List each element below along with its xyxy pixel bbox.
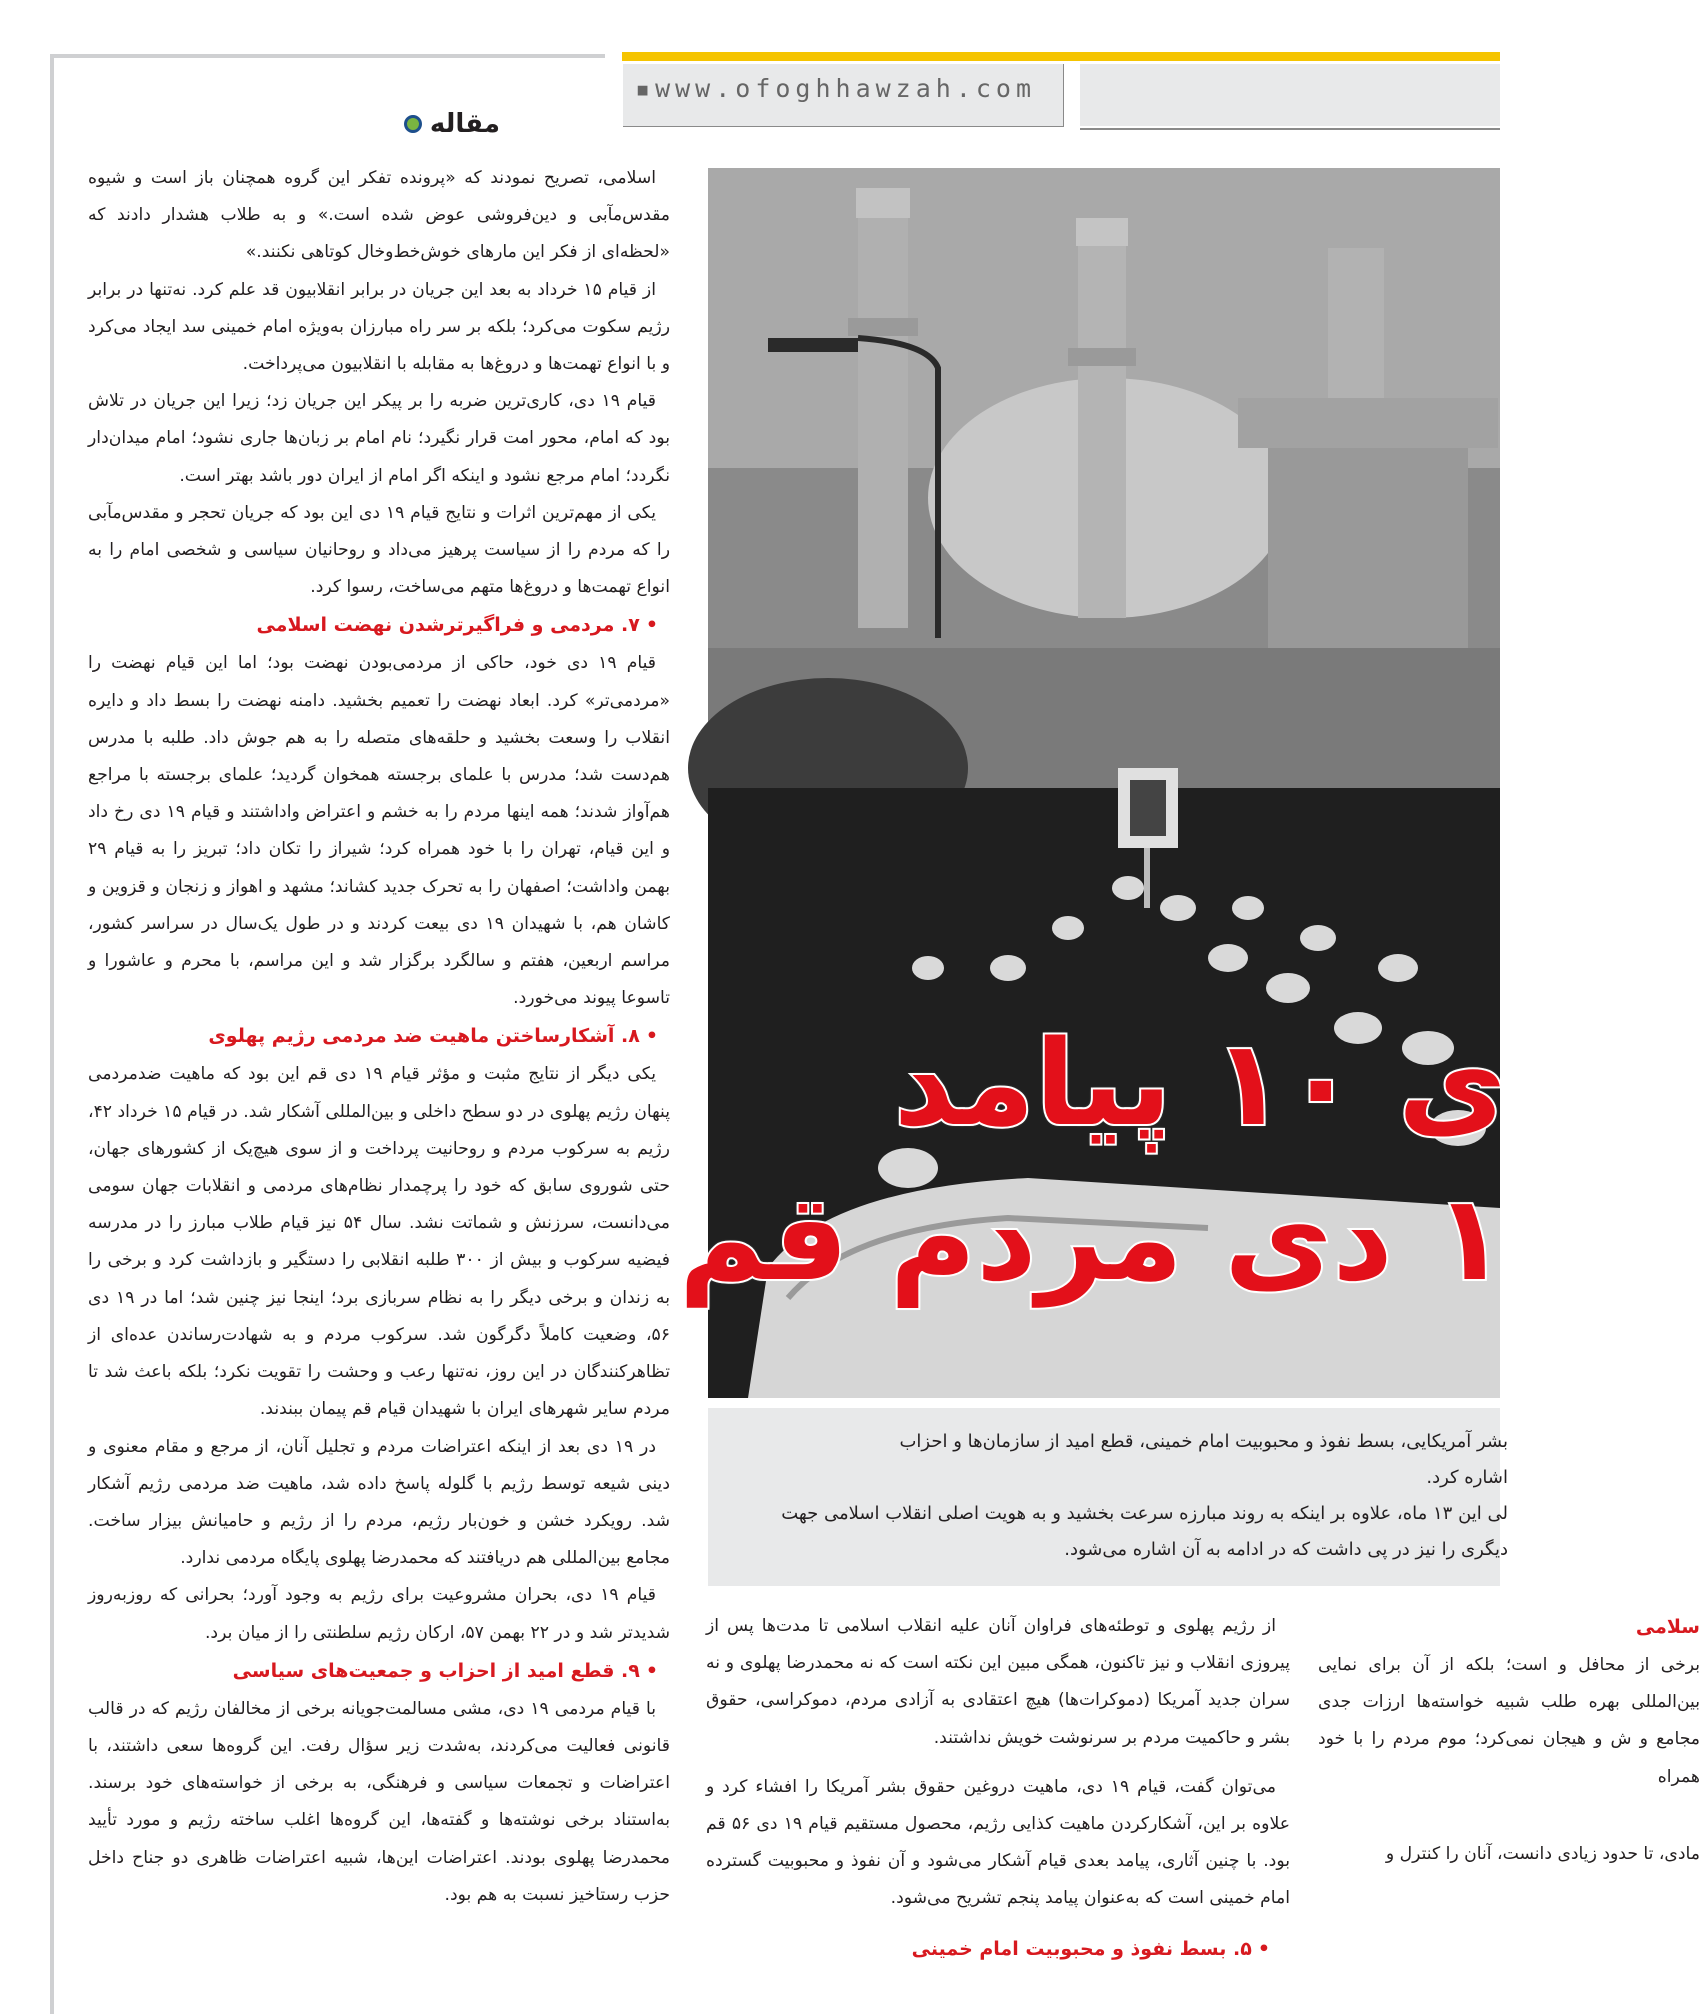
headline-line-2: ۱ دی مردم قم <box>678 1169 1506 1307</box>
section-label <box>380 104 500 144</box>
left-paragraph: در ۱۹ دی بعد از اینکه اعتراضات مردم و تجلیل آنان، از مرجع و مقام معنوی و دینی شیعه توسط رژیم با گلوله پاسخ داده شد، ماهیت ضد مردمی رژیم آشکار شد. رویکرد خشن و خون‌بار رژیم، مردم را از رژیم و حامیانش بیزار ساخت. مجامع بین‌المللی هم دریافتند که محمدرضا پهلوی پایگاه مردمی ندارد. <box>88 1436 670 1569</box>
site-url[interactable]: ▪www.ofoghhawzah.com <box>635 74 1037 103</box>
article-column-middle <box>706 1608 1290 2014</box>
left-paragraph: با قیام مردمی ۱۹ دی، مشی مسالمت‌جویانه برخی از مخالفان رژیم که در قالب قانونی فعالیت می‌کردند، به‌شدت زیر سؤال رفت. این گروه‌ها سعی داشتند، با اعتراضات و تجمعات سیاسی و فرهنگی، به برخی از خواسته‌های خود برسند. به‌استناد برخی نوشته‌ها و گفته‌ها، این گروه‌ها اغلب ساخته رژیم و مورد تأیید محمدرضا پهلوی بودند. اعتراضات این‌ها، شبیه اعتراضات ظاهری دو جناح داخل حزب رستاخیز نسبت به هم بود. <box>88 1698 670 1905</box>
article-column-right <box>1318 1608 1700 2014</box>
left-subheading: • ۸. آشکارساختن ماهیت ضد مردمی رژیم پهلوی <box>88 1017 670 1056</box>
header-box-right <box>1080 64 1500 126</box>
site-url-text: www.ofoghhawzah.com <box>655 74 1037 103</box>
left-paragraph: از قیام ۱۵ خرداد به بعد این جریان در برابر انقلابیون قد علم کرد. نه‌تنها در برابر رژیم سکوت می‌کرد؛ بلکه بر سر راه مبارزان به‌ویژه امام خمینی سد ایجاد می‌کرد و با انواع تهمت‌ها و دروغ‌ها به مقابله با انقلابیون می‌پرداخت. <box>88 279 670 375</box>
middle-paragraph: می‌توان گفت، قیام ۱۹ دی، ماهیت دروغین حقوق بشر آمریکا را افشاء کرد و علاوه بر این، آشکارکردن ماهیت کذایی رژیم، محصول مستقیم قیام ۱۹ دی ۵۶ قم بود. با چنین آثاری، پیامد بعدی قیام آشکار می‌شود و آن نفوذ و محبوبیت گسترده امام خمینی است که به‌عنوان پیامد پنجم تشریح می‌شود. <box>706 1776 1290 1909</box>
caption-line-4: دیگری را نیز در پی داشت که در ادامه به آن اشاره می‌شود. <box>1064 1539 1508 1560</box>
right-column-paragraph-2: مادی، تا حدود زیادی دانست، آنان را کنترل و <box>1385 1843 1700 1864</box>
left-paragraph: قیام ۱۹ دی، بحران مشروعیت برای رژیم به وجود آورد؛ بحرانی که روزبه‌روز شدیدتر شد و در ۲۲ بهمن ۵۷، ارکان رژیم سلطنتی را از میان برد. <box>88 1585 670 1643</box>
article-photo <box>678 168 1506 1398</box>
left-paragraph: یکی دیگر از نتایج مثبت و مؤثر قیام ۱۹ دی قم این بود که ماهیت ضدمردمی پنهان رژیم پهلوی در دو سطح داخلی و بین‌المللی آشکار شد. در قیام ۱۵ خرداد ۴۲، رژیم به سرکوب مردم و روحانیت پرداخت و از سوی هیچ‌یک از کشورهای جهان، حتی شوروی سابق که خود را پرچمدار نظام‌های مردمی و انقلابات جهان سومی می‌دانست، سرزنش و شماتت نشد. سال ۵۴ نیز قیام طلاب مبارز را در مدرسه فیضیه سرکوب و بیش از ۳۰۰ طلبه انقلابی را دستگیر و بازداشت کرد و برخی را به زندان و برخی دیگر را به نظام سربازی برد؛ اینجا نیز چنین شد؛ اما در ۱۹ دی ۵۶، وضعیت کاملاً دگرگون شد. سرکوب مردم و به شهادت‌رساندن عده‌ای از تظاهرکنندگان در این روز، نه‌تنها رعب و وحشت را تقویت نکرد؛ بلکه باعث شد تا مردم سایر شهرهای ایران با شهیدان قیام قم پیمان ببندند. <box>88 1064 670 1420</box>
left-paragraph: اسلامی، تصریح نمودند که «پرونده تفکر این گروه همچنان باز است و شیوه مقدس‌مآبی و دین‌فروشی عوض شده است.» و به طلاب هشدار دادند که «لحظه‌ای از فکر این مارهای خوش‌خط‌وخال کوتاهی نکنند.» <box>88 168 670 263</box>
caption-line-2: اشاره کرد. <box>1426 1467 1508 1488</box>
header-rule <box>1080 128 1500 130</box>
caption-box <box>708 1408 1508 1586</box>
column-frame-left <box>50 54 54 2014</box>
url-box <box>623 64 1064 127</box>
right-column-heading: سلامی <box>1635 1616 1700 1638</box>
header-accent-bar <box>622 52 1500 61</box>
right-column-paragraph: برخی از محافل و است؛ بلکه از آن برای نمایی بین‌المللی بهره طلب شبیه خواسته‌ها ارزات جدی مجامع و ش و هیجان نمی‌کرد؛ موم مردم را با خود همراه <box>1318 1655 1700 1787</box>
bullet-circle-icon <box>404 115 422 133</box>
middle-paragraph: از رژیم پهلوی و توطئه‌های فراوان آنان علیه انقلاب اسلامی تا مدت‌ها پس از پیروزی انقلاب و نیز تاکنون، همگی مبین این نکته است که نه محمدرضا پهلوی و نه سران جدید آمریکا (دموکرات‌ها) هیچ اعتقادی به آزادی مردم، دموکراسی، حقوق بشر و حاکمیت مردم بر سرنوشت خویش نداشتند. <box>706 1616 1290 1748</box>
middle-subheading: • ۵. بسط نفوذ و محبوبیت امام خمینی <box>706 1930 1290 1969</box>
section-title: مقاله <box>429 109 500 139</box>
left-paragraph: یکی از مهم‌ترین اثرات و نتایج قیام ۱۹ دی این بود که جریان تحجر و مقدس‌مآبی را که مردم را از سیاست پرهیز می‌داد و روحانیان سیاسی و شخصی امام را به انواع تهمت‌ها و دروغ‌ها متهم می‌ساخت، رسوا کرد. <box>88 502 670 598</box>
article-column-left <box>88 160 670 2014</box>
caption-line-1: بشر آمریکایی، بسط نفوذ و محبوبیت امام خمینی، قطع امید از سازمان‌ها و احزاب <box>899 1431 1508 1452</box>
column-frame-top <box>50 54 605 58</box>
headline-line-1: ی ۱۰ پیامد <box>893 1014 1506 1152</box>
left-subheading: • ۹. قطع امید از احزاب و جمعیت‌های سیاسی <box>88 1652 670 1691</box>
left-paragraph: قیام ۱۹ دی، کاری‌ترین ضربه را بر پیکر این جریان زد؛ زیرا این جریان در تلاش بود که امام، محور امت قرار نگیرد؛ نام امام بر زبان‌ها جاری نشود؛ امام میدان‌دار نگردد؛ امام مرجع نشود و اینکه اگر امام از ایران دور باشد بهتر است. <box>88 391 670 486</box>
left-subheading: • ۷. مردمی و فراگیرترشدن نهضت اسلامی <box>88 606 670 645</box>
caption-line-3: لی این ۱۳ ماه، علاوه بر اینکه به روند مبارزه سرعت بخشید و به هویت اصلی انقلاب اسلامی جهت <box>781 1503 1508 1524</box>
left-paragraph: قیام ۱۹ دی خود، حاکی از مردمی‌بودن نهضت بود؛ اما این قیام نهضت را «مردمی‌تر» کرد. ابعاد نهضت را تعمیم بخشید. دامنه نهضت را بسط داد و دایره انقلاب را وسعت بخشید و حلقه‌های متصله را به هم جوش داد. طلبه با مدرس هم‌دست شد؛ مدرس با علمای برجسته همخوان گردید؛ علمای برجسته با مراجع هم‌آواز شدند؛ همه اینها مردم را به خشم و اعتراض واداشتند و قیام ۱۹ دی رخ داد و این قیام، تهران را با خود همراه کرد؛ شیراز را تکان داد؛ تبریز را به قیام ۲۹ بهمن واداشت؛ اصفهان را به تحرک جدید کشاند؛ مشهد و اهواز و زنجان و قزوین و کاشان هم، با شهیدان ۱۹ دی بیعت کردند و در طول یک‌سال در سراسر کشور، مراسم اربعین، هفتم و سالگرد برگزار شد و این مراسم، با محرم و عاشورا و تاسوعا پیوند می‌خورد. <box>88 653 670 1009</box>
